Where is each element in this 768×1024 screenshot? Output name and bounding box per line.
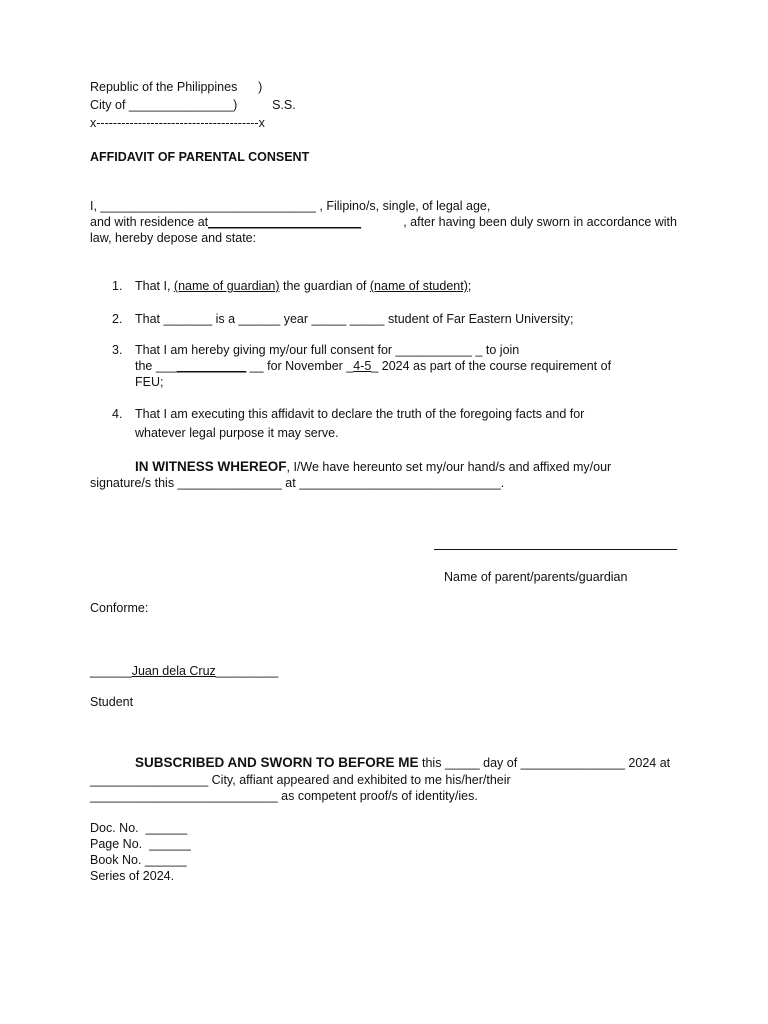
witness-line-2: signature/s this _______________ at _____________________________. (90, 476, 505, 490)
venue-line-republic: Republic of the Philippines ) (90, 80, 263, 94)
item-3-dates: 4-5 (353, 359, 372, 373)
item-4-line-1 (135, 406, 677, 422)
item-1-number: 1. (112, 279, 123, 293)
student-signature (90, 663, 278, 679)
intro-line-3: law, hereby depose and state: (90, 231, 257, 245)
document-title: AFFIDAVIT OF PARENTAL CONSENT (90, 150, 310, 164)
intro-sworn-text: , after having been duly sworn in accordance with (403, 215, 677, 229)
witness-line-1 (90, 459, 677, 475)
item-1-mid: the guardian of (279, 279, 370, 293)
subscribed-heading: SUBSCRIBED AND SWORN TO BEFORE ME (135, 755, 419, 770)
item-1-student-placeholder: (name of student) (369, 279, 468, 293)
item-4-line-2: whatever legal purpose it may serve. (135, 426, 339, 440)
conforme-label: Conforme: (90, 601, 149, 615)
student-label: Student (90, 695, 134, 709)
intro-line-1: I, _______________________________ , Filipino/s, single, of legal age, (90, 199, 491, 213)
item-2-text: That _______ is a ______ year _____ _____ student of Far Eastern University; (135, 312, 574, 326)
witness-heading: IN WITNESS WHEREOF (135, 459, 287, 474)
item-1-post: ; (467, 279, 472, 293)
subscribed-line-2 (90, 772, 677, 788)
intro-residence-label: and with residence at (90, 215, 209, 229)
item-3-the: the ___ (135, 359, 177, 373)
item-1-pre: That I, (135, 279, 174, 293)
item-3-line-1: That I am hereby giving my/our full consent for ___________ _ to join (135, 343, 520, 357)
item-3-event-blank: __________ (176, 359, 247, 373)
subscribed-line-2-text: _________________ City, affiant appeared and exhibited to me his/her/their (90, 773, 511, 787)
item-2-number: 2. (112, 312, 123, 326)
item-3-year-text: _ 2024 as part of the course requirement of (371, 359, 612, 373)
item-1-guardian-placeholder: (name of guardian) (173, 279, 280, 293)
student-blank-pre: ______ (90, 664, 132, 678)
parent-signature-label: Name of parent/parents/guardian (444, 570, 628, 584)
subscribed-line-3: ___________________________ as competent proof/s of identity/ies. (90, 789, 478, 803)
intro-residence-blank: ______________________ (208, 215, 362, 229)
subscribed-text: this _____ day of _______________ 2024 at (418, 756, 671, 770)
item-3-for-november: __ for November _ (246, 359, 354, 373)
notary-page-no: Page No. ______ (90, 837, 191, 851)
parent-signature-line (434, 549, 677, 550)
item-3-number: 3. (112, 343, 123, 357)
venue-line-separator: x---------------------------------------x (90, 116, 265, 130)
student-blank-post: _________ (215, 664, 279, 678)
item-1-text (135, 278, 677, 294)
witness-text: , I/We have hereunto set my/our hand/s and affixed my/our (286, 460, 612, 474)
item-4-number: 4. (112, 407, 123, 421)
item-4-line-1-text: That I am executing this affidavit to declare the truth of the foregoing facts and for (135, 407, 585, 421)
item-3-line-2 (135, 358, 677, 374)
notary-series: Series of 2024. (90, 869, 175, 883)
venue-line-city: City of _______________) S.S. (90, 98, 296, 112)
notary-doc-no: Doc. No. ______ (90, 821, 188, 835)
intro-line-2 (90, 214, 677, 230)
student-name: Juan dela Cruz (131, 664, 216, 678)
subscribed-line-1 (90, 755, 677, 771)
item-3-line-3: FEU; (135, 375, 164, 389)
notary-book-no: Book No. ______ (90, 853, 187, 867)
